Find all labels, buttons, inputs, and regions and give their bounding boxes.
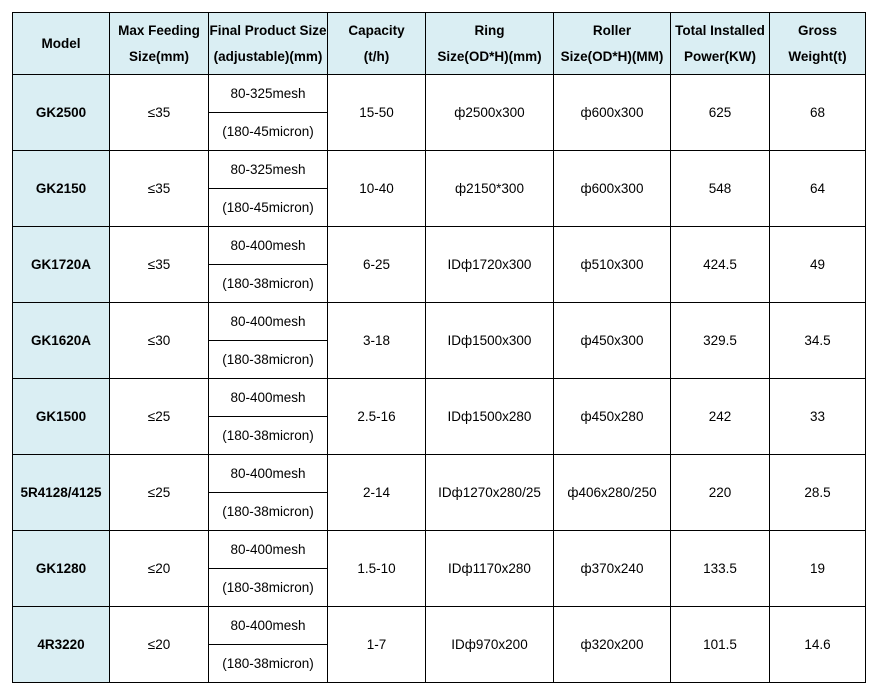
table-row xyxy=(13,227,866,265)
weight-cell: 33 xyxy=(770,379,866,455)
roller-size-cell: ф450x300 xyxy=(554,303,671,379)
capacity-cell: 10-40 xyxy=(328,151,426,227)
feed-size-cell: ≤35 xyxy=(110,151,209,227)
capacity-cell: 3-18 xyxy=(328,303,426,379)
micron-cell: (180-38micron) xyxy=(209,265,328,303)
header-max-feeding: Max Feeding Size(mm) xyxy=(110,13,209,75)
mesh-cell: 80-400mesh xyxy=(209,607,328,645)
model-cell: 4R3220 xyxy=(13,607,110,683)
power-cell: 101.5 xyxy=(671,607,770,683)
header-capacity: Capacity (t/h) xyxy=(328,13,426,75)
mesh-cell: 80-400mesh xyxy=(209,227,328,265)
power-cell: 625 xyxy=(671,75,770,151)
capacity-cell: 2.5-16 xyxy=(328,379,426,455)
ring-size-cell: IDф1170x280 xyxy=(426,531,554,607)
roller-size-cell: ф510x300 xyxy=(554,227,671,303)
ring-size-cell: ф2150*300 xyxy=(426,151,554,227)
feed-size-cell: ≤35 xyxy=(110,227,209,303)
mesh-cell: 80-400mesh xyxy=(209,379,328,417)
mesh-cell: 80-325mesh xyxy=(209,151,328,189)
micron-cell: (180-38micron) xyxy=(209,569,328,607)
mesh-cell: 80-325mesh xyxy=(209,75,328,113)
feed-size-cell: ≤20 xyxy=(110,607,209,683)
roller-size-cell: ф370x240 xyxy=(554,531,671,607)
micron-cell: (180-38micron) xyxy=(209,645,328,683)
table-row xyxy=(13,75,866,113)
model-cell: GK1280 xyxy=(13,531,110,607)
table-row xyxy=(13,531,866,569)
header-row xyxy=(13,13,866,75)
micron-cell: (180-45micron) xyxy=(209,189,328,227)
table-row xyxy=(13,151,866,189)
capacity-cell: 15-50 xyxy=(328,75,426,151)
header-power: Total Installed Power(KW) xyxy=(671,13,770,75)
feed-size-cell: ≤20 xyxy=(110,531,209,607)
header-weight: Gross Weight(t) xyxy=(770,13,866,75)
weight-cell: 64 xyxy=(770,151,866,227)
spec-table xyxy=(12,12,866,683)
power-cell: 548 xyxy=(671,151,770,227)
capacity-cell: 1-7 xyxy=(328,607,426,683)
roller-size-cell: ф320x200 xyxy=(554,607,671,683)
ring-size-cell: IDф1270x280/25 xyxy=(426,455,554,531)
feed-size-cell: ≤35 xyxy=(110,75,209,151)
model-cell: GK2500 xyxy=(13,75,110,151)
ring-size-cell: ф2500x300 xyxy=(426,75,554,151)
mesh-cell: 80-400mesh xyxy=(209,455,328,493)
model-cell: GK1620A xyxy=(13,303,110,379)
weight-cell: 19 xyxy=(770,531,866,607)
feed-size-cell: ≤25 xyxy=(110,455,209,531)
power-cell: 133.5 xyxy=(671,531,770,607)
micron-cell: (180-45micron) xyxy=(209,113,328,151)
capacity-cell: 1.5-10 xyxy=(328,531,426,607)
ring-size-cell: IDф1500x300 xyxy=(426,303,554,379)
model-cell: 5R4128/4125 xyxy=(13,455,110,531)
power-cell: 242 xyxy=(671,379,770,455)
header-final-product-size: Final Product Size (adjustable)(mm) xyxy=(209,13,328,75)
capacity-cell: 6-25 xyxy=(328,227,426,303)
model-cell: GK2150 xyxy=(13,151,110,227)
power-cell: 220 xyxy=(671,455,770,531)
header-model: Model xyxy=(13,13,110,75)
mesh-cell: 80-400mesh xyxy=(209,531,328,569)
feed-size-cell: ≤30 xyxy=(110,303,209,379)
weight-cell: 34.5 xyxy=(770,303,866,379)
table-row xyxy=(13,379,866,417)
micron-cell: (180-38micron) xyxy=(209,341,328,379)
model-cell: GK1500 xyxy=(13,379,110,455)
weight-cell: 28.5 xyxy=(770,455,866,531)
ring-size-cell: IDф1500x280 xyxy=(426,379,554,455)
micron-cell: (180-38micron) xyxy=(209,417,328,455)
power-cell: 329.5 xyxy=(671,303,770,379)
ring-size-cell: IDф970x200 xyxy=(426,607,554,683)
weight-cell: 14.6 xyxy=(770,607,866,683)
header-roller: Roller Size(OD*H)(MM) xyxy=(554,13,671,75)
weight-cell: 68 xyxy=(770,75,866,151)
capacity-cell: 2-14 xyxy=(328,455,426,531)
model-cell: GK1720A xyxy=(13,227,110,303)
ring-size-cell: IDф1720x300 xyxy=(426,227,554,303)
power-cell: 424.5 xyxy=(671,227,770,303)
mesh-cell: 80-400mesh xyxy=(209,303,328,341)
feed-size-cell: ≤25 xyxy=(110,379,209,455)
table-row xyxy=(13,607,866,645)
header-ring: Ring Size(OD*H)(mm) xyxy=(426,13,554,75)
roller-size-cell: ф600x300 xyxy=(554,75,671,151)
table-row xyxy=(13,303,866,341)
roller-size-cell: ф406x280/250 xyxy=(554,455,671,531)
micron-cell: (180-38micron) xyxy=(209,493,328,531)
weight-cell: 49 xyxy=(770,227,866,303)
table-row xyxy=(13,455,866,493)
roller-size-cell: ф450x280 xyxy=(554,379,671,455)
spec-table-container xyxy=(12,12,866,683)
roller-size-cell: ф600x300 xyxy=(554,151,671,227)
